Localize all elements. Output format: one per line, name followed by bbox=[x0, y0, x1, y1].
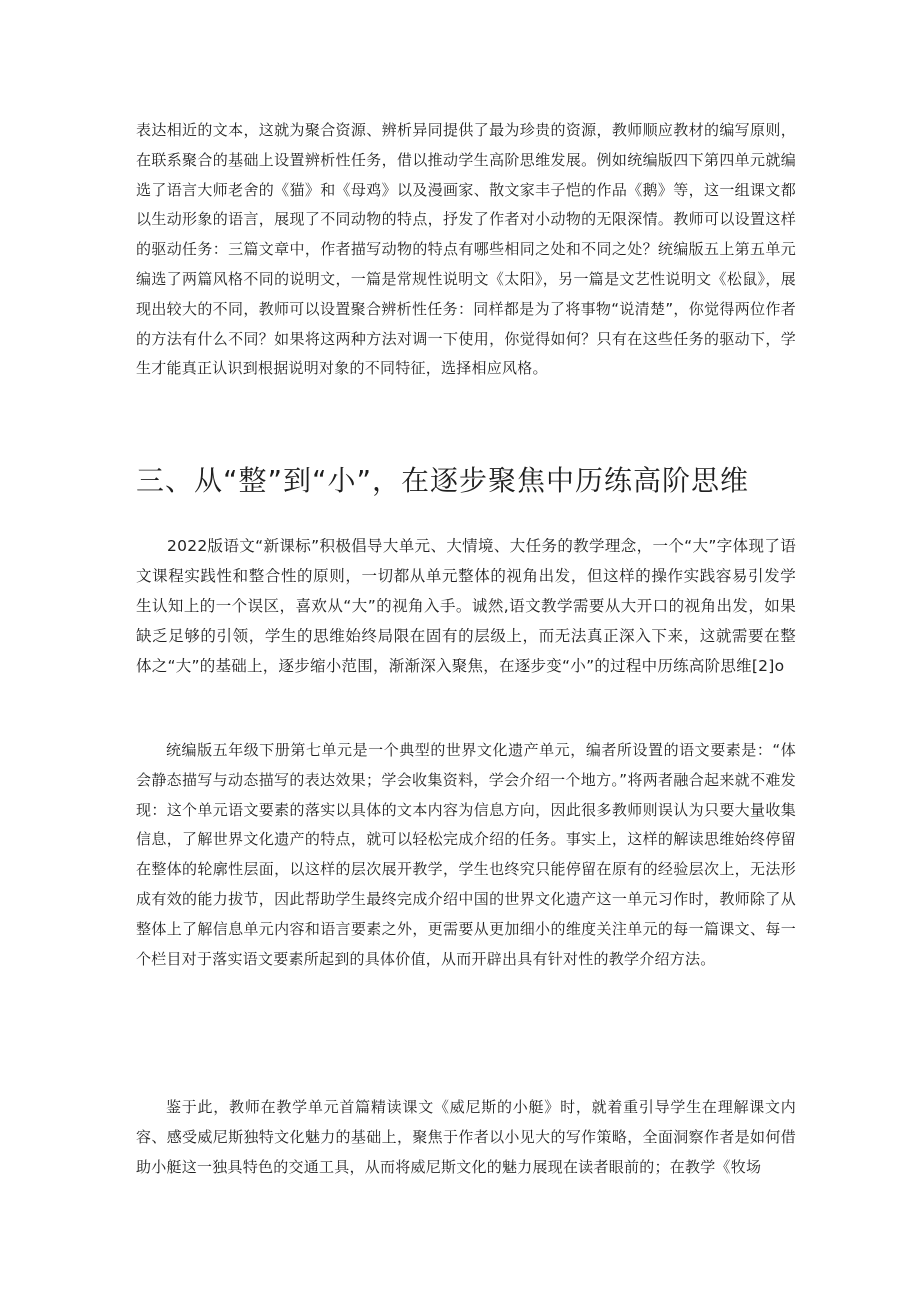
paragraph-1: 表达相近的文本，这就为聚合资源、辨析异同提供了最为珍贵的资源，教师顺应教材的编写原则，在联系聚合的基础上设置辨析性任务，借以推动学生高阶思维发展。例如统编版四下第四单元就编选了语言大师老舍的《猫》和《母鸡》以及漫画家、散文家丰子恺的作品《鹅》等，这一组课文都以生动形象的语言，展现了不同动物的特点，抒发了作者对小动物的无限深情。教师可以设置这样的驱动任务：三篇文章中，作者描写动物的特点有哪些相同之处和不同之处？统编版五上第五单元编选了两篇风格不同的说明文，一篇是常规性说明文《太阳》，另一篇是文艺性说明文《松鼠》，展现出较大的不同，教师可以设置聚合辨析性任务：同样都是为了将事物“说清楚”，你觉得两位作者的方法有什么不同？如果将这两种方法对调一下使用，你觉得如何？只有在这些任务的驱动下，学生才能真正认识到根据说明对象的不同特征，选择相应风格。 bbox=[136, 121, 796, 378]
paragraph-3: 统编版五年级下册第七单元是一个典型的世界文化遗产单元，编者所设置的语文要素是：“体会静态描写与动态描写的表达效果；学会收集资料，学会介绍一个地方。”将两者融合起来就不难发现：这个单元语文要素的落实以具体的文本内容为信息方向，因此很多教师则误认为只要大量收集信息，了解世界文化遗产的特点，就可以轻松完成介绍的任务。事实上，这样的解读思维始终停留在整体的轮廓性层面，以这样的层次展开教学，学生也终究只能停留在原有的经验层次上，无法形成有效的能力拔节，因此帮助学生最终完成介绍中国的世界文化遗产这一单元习作时，教师除了从整体上了解信息单元内容和语言要素之外，更需要从更加细小的维度关注单元的每一篇课文、每一个栏目对于落实语文要素所起到的具体价值，从而开辟出具有针对性的教学介绍方法。 bbox=[136, 741, 796, 968]
section-heading: 三、从“整”到“小”，在逐步聚焦中历练高阶思维 bbox=[136, 464, 750, 497]
paragraph-4: 鉴于此，教师在教学单元首篇精读课文《威尼斯的小艇》时，就着重引导学生在理解课文内容、感受威尼斯独特文化魅力的基础上，聚焦于作者以小见大的写作策略，全面洞察作者是如何借助小艇这一独具特色的交通工具，从而将威尼斯文化的魅力展现在读者眼前的；在教学《牧场 bbox=[136, 1098, 796, 1176]
paragraph-2: 2022版语文“新课标”积极倡导大单元、大情境、大任务的教学理念，一个“大”字体现了语文课程实践性和整合性的原则，一切都从单元整体的视角出发，但这样的操作实践容易引发学生认知上的一个误区，喜欢从“大”的视角入手。诚然,语文教学需要从大开口的视角出发，如果缺乏足够的引领，学生的思维始终局限在固有的层级上，而无法真正深入下来，这就需要在整体之“大”的基础上，逐步缩小范围，渐渐深入聚焦，在逐步变“小”的过程中历练高阶思维[2]o bbox=[136, 537, 796, 675]
